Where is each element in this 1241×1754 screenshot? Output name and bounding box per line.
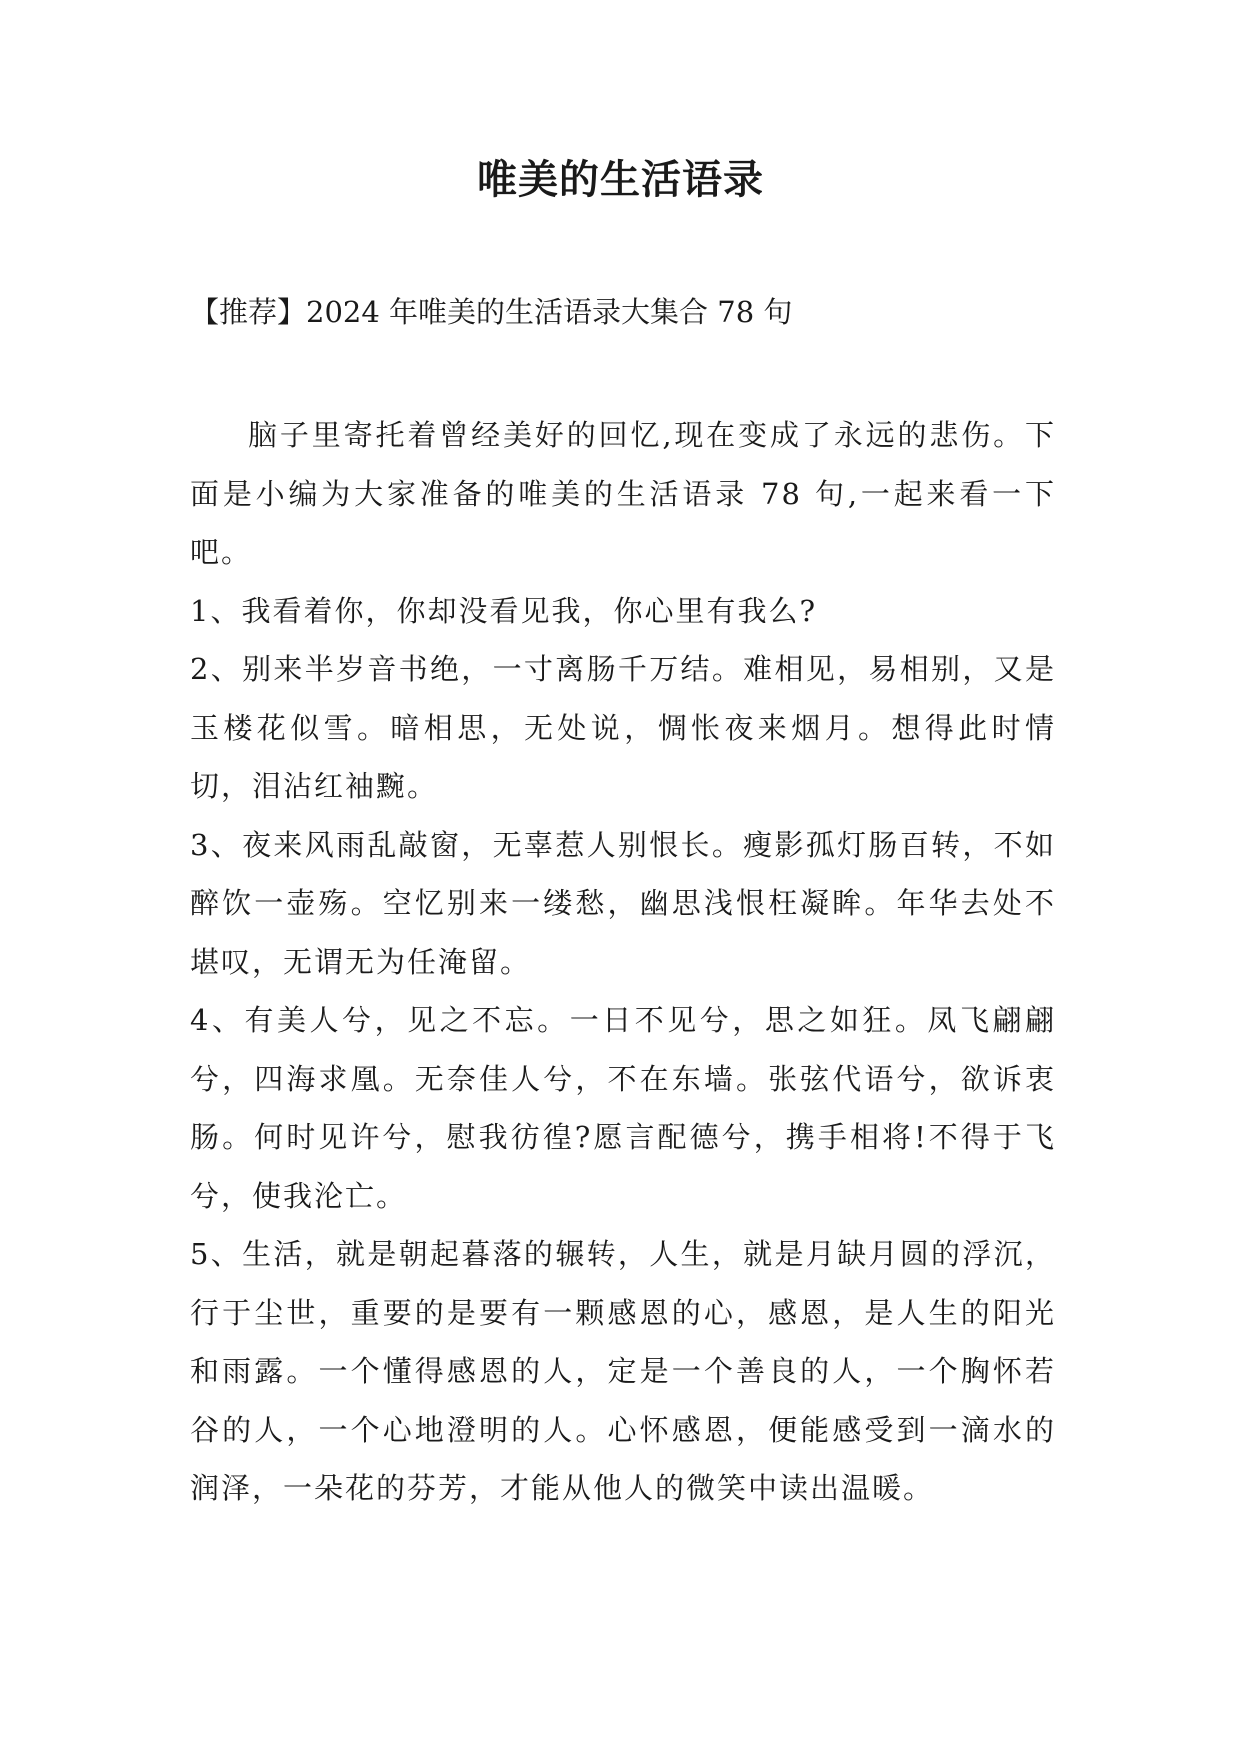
document-subtitle: 【推荐】2024 年唯美的生活语录大集合 78 句: [190, 295, 793, 329]
quote-item-1: 1、我看着你，你却没看见我，你心里有我么?: [190, 593, 817, 628]
quote-item-4: 4、有美人兮，见之不忘。一日不见兮，思之如狂。凤飞翩翩兮，四海求凰。无奈佳人兮，不在东墙。张弦代语兮，欲诉衷肠。何时见许兮，慰我彷徨?愿言配德兮，携手相将!不得于飞兮，使我沦亡。: [190, 1003, 1056, 1213]
quote-item-5: 5、生活，就是朝起暮落的辗转，人生，就是月缺月圆的浮沉，行于尘世，重要的是要有一颗感恩的心，感恩，是人生的阳光和雨露。一个懂得感恩的人，定是一个善良的人，一个胸怀若谷的人，一个心地澄明的人。心怀感恩，便能感受到一滴水的润泽，一朵花的芬芳，才能从他人的微笑中读出温暖。: [190, 1237, 1056, 1505]
document-title: 唯美的生活语录: [477, 156, 764, 203]
quote-item-2: 2、别来半岁音书绝，一寸离肠千万结。难相见，易相别，又是玉楼花似雪。暗相思，无处说，惆怅夜来烟月。想得此时情切，泪沾红袖黦。: [190, 652, 1056, 803]
document-body: [190, 406, 1056, 1518]
quote-item-3: 3、夜来风雨乱敲窗，无辜惹人别恨长。瘦影孤灯肠百转，不如醉饮一壶殇。空忆别来一缕愁，幽思浅恨枉凝眸。年华去处不堪叹，无谓无为任淹留。: [190, 827, 1056, 979]
intro-paragraph: 脑子里寄托着曾经美好的回忆,现在变成了永远的悲伤。下面是小编为大家准备的唯美的生活语录 78 句,一起来看一下吧。: [190, 418, 1056, 569]
